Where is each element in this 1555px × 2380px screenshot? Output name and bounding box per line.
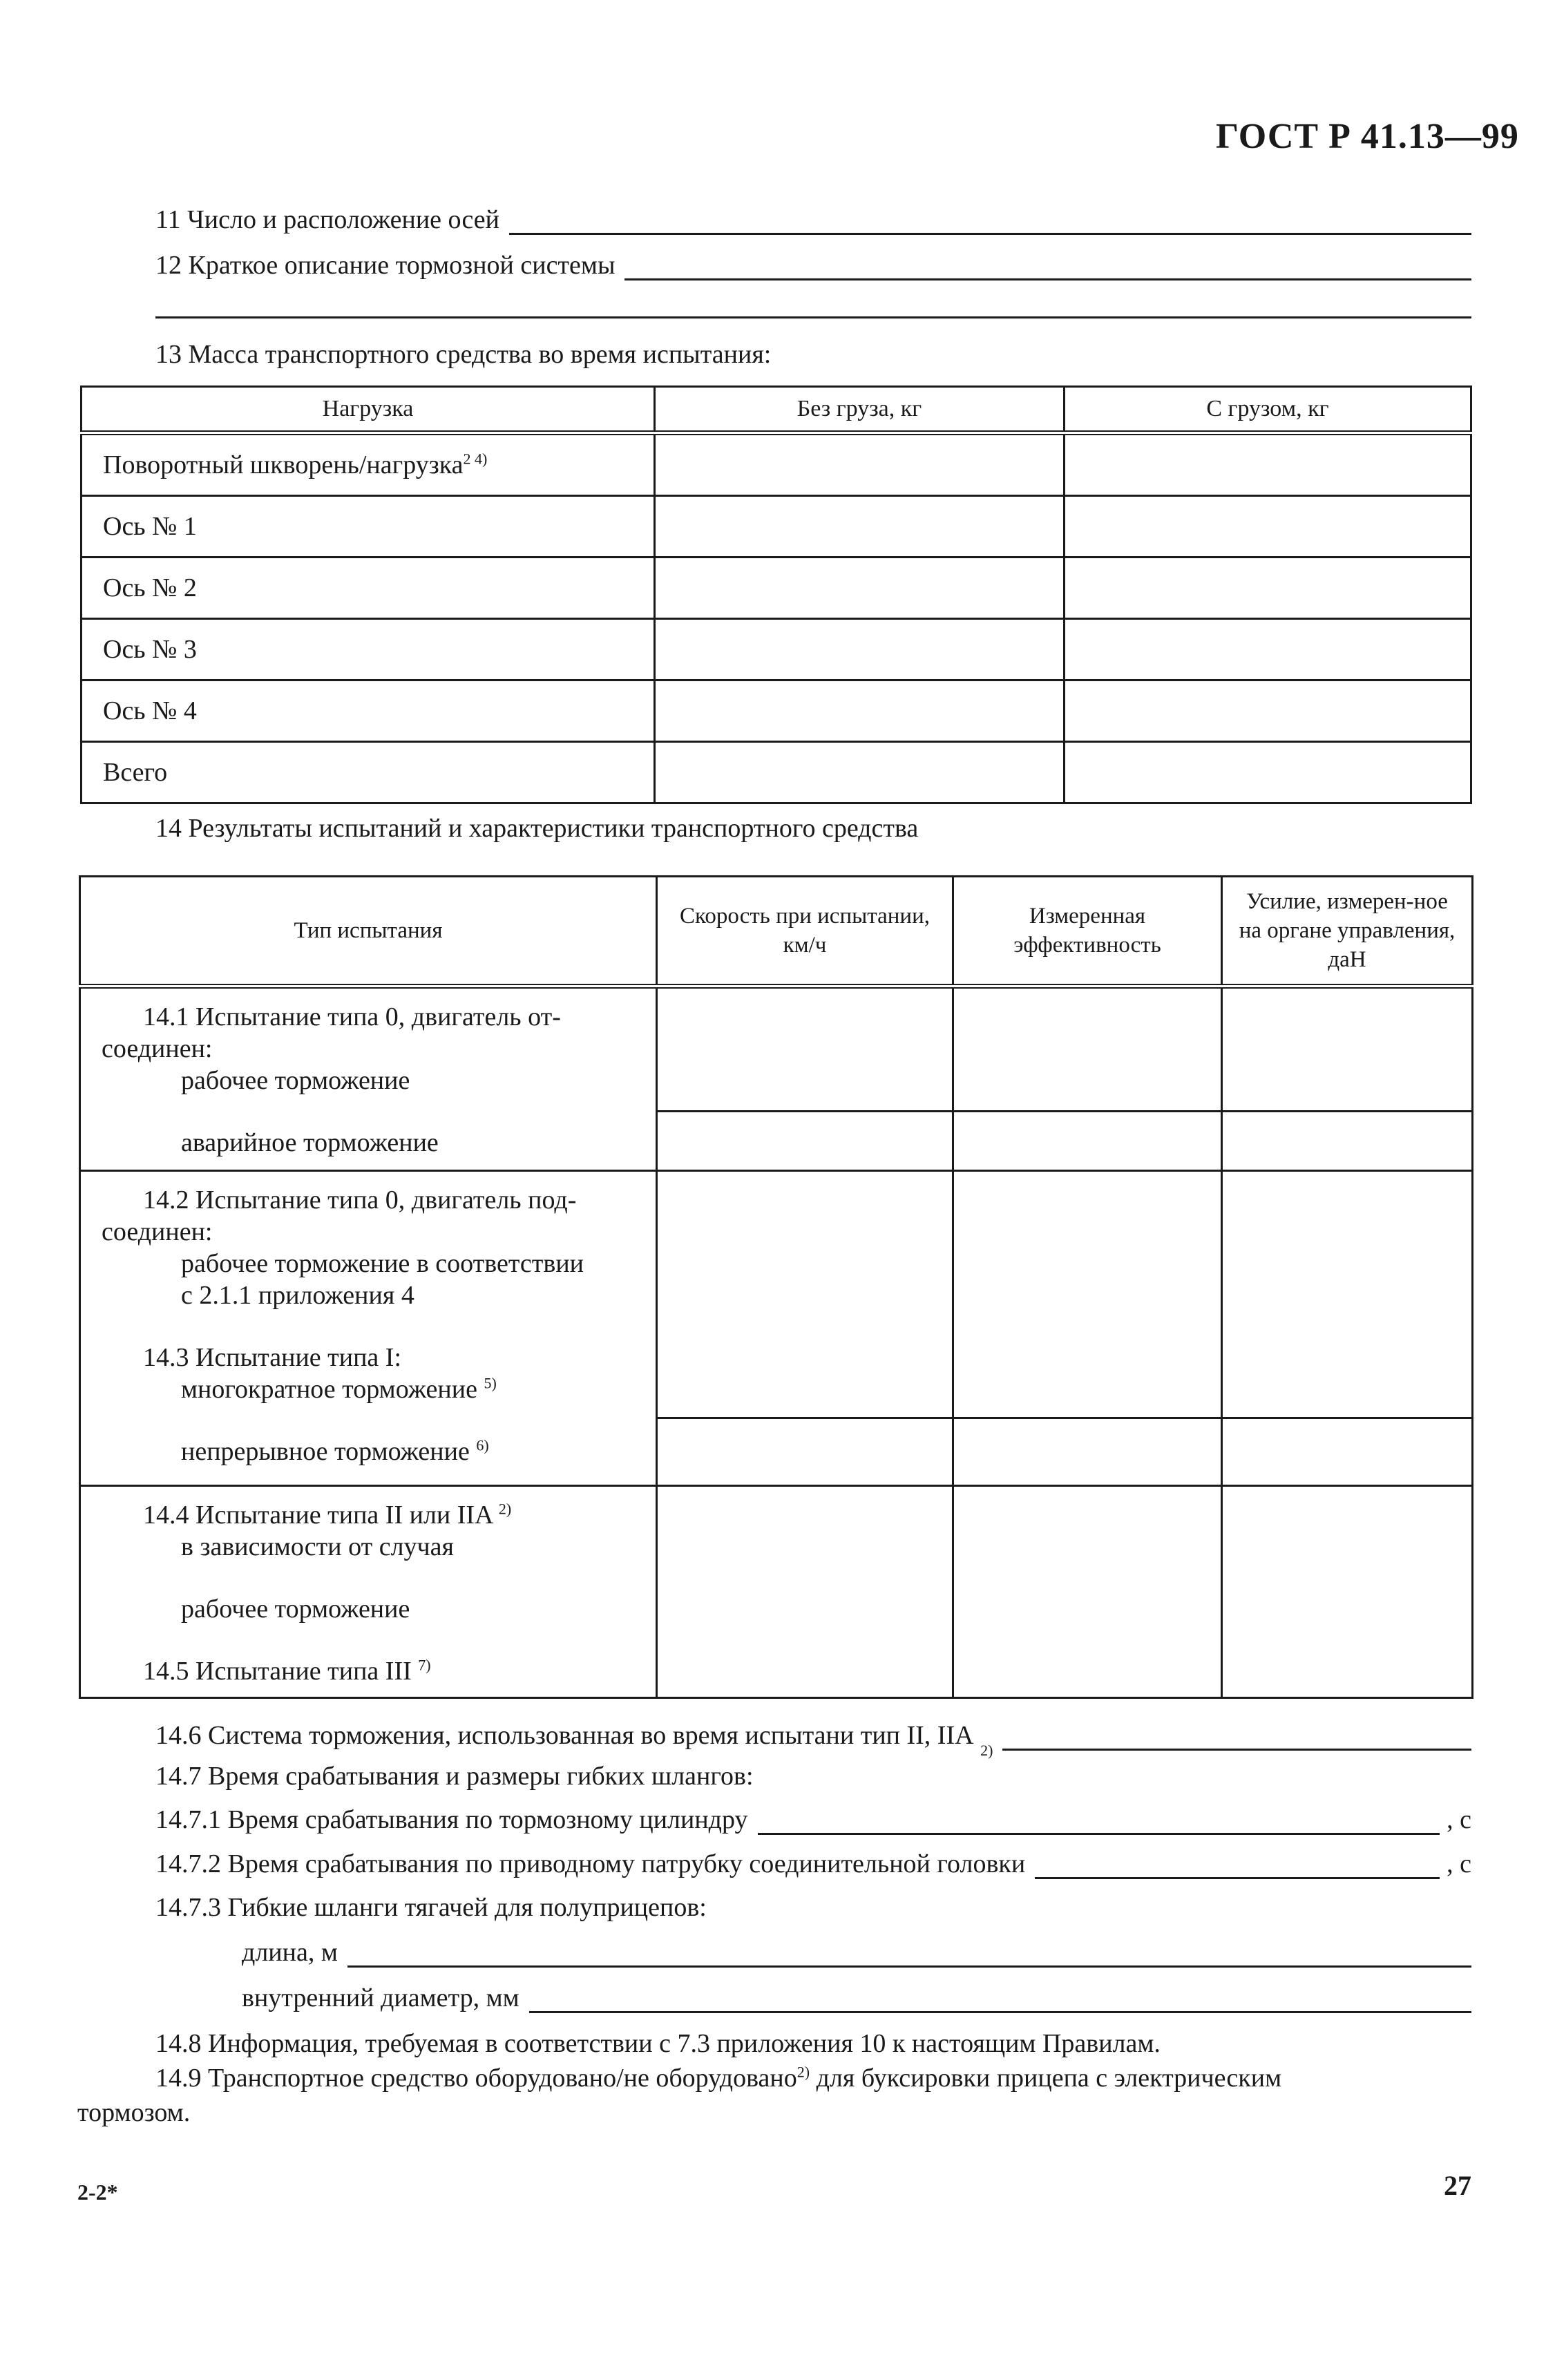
test-header-efficiency: Измеренная эффективность	[953, 877, 1222, 987]
speed-cell[interactable]	[657, 1418, 953, 1486]
footnote-ref: 2)	[498, 1500, 512, 1518]
sheet-signature: 2-2*	[77, 2180, 118, 2205]
test-group-14-1	[80, 987, 657, 1171]
table-row	[82, 619, 1471, 680]
item-14-7-2-label: 14.7.2 Время срабатывания по приводному патрубку соединительной головки	[155, 1849, 1026, 1878]
test-group-14-4-14-5	[80, 1486, 657, 1698]
test-14-1-title-cont: соединен:	[102, 1034, 213, 1063]
footnote-ref: 6)	[476, 1436, 489, 1454]
table-row	[82, 496, 1471, 558]
mass-cell-unladen[interactable]	[655, 742, 1065, 803]
table-row	[82, 433, 1471, 496]
test-14-4-title	[102, 1499, 642, 1531]
test-14-2-title-cont: соединен:	[102, 1217, 213, 1246]
page-number: 27	[1444, 2170, 1471, 2201]
mass-cell-laden[interactable]	[1065, 496, 1471, 558]
mass-cell-unladen[interactable]	[655, 558, 1065, 619]
mass-row-label: Ось № 1	[82, 496, 655, 558]
efficiency-cell[interactable]	[953, 1486, 1222, 1698]
test-14-1-emergency: аварийное торможение	[181, 1128, 439, 1157]
item-14-6-blank[interactable]	[1002, 1724, 1471, 1751]
test-14-1-service: рабочее торможение	[181, 1066, 410, 1095]
item-14-7-3-label: 14.7.3 Гибкие шланги тягачей для полуприцепов:	[155, 1893, 707, 1922]
table-row	[80, 1171, 1473, 1418]
test-14-3-continuous-text: непрерывное торможение	[181, 1437, 470, 1466]
item-14-9-text-a: 14.9 Транспортное средство оборудовано/не оборудовано	[155, 2064, 797, 2093]
mass-cell-unladen[interactable]	[655, 680, 1065, 742]
item-13-label: 13 Масса транспортного средства во время испытания:	[155, 340, 772, 369]
test-14-3-repeated	[102, 1373, 642, 1405]
mass-header-unladen: Без груза, кг	[655, 387, 1065, 433]
mass-cell-unladen[interactable]	[655, 433, 1065, 496]
test-results-table	[79, 875, 1473, 1699]
test-14-3-title: 14.3 Испытание типа I:	[143, 1343, 402, 1372]
efficiency-cell[interactable]	[953, 987, 1222, 1112]
item-14-6: 14.6 Система торможения, использованная во время испытани тип II, IIA 2)	[155, 1720, 1471, 1751]
speed-cell[interactable]	[657, 987, 953, 1112]
force-cell[interactable]	[1222, 1418, 1473, 1486]
item-14-7-1-label: 14.7.1 Время срабатывания по тормозному цилиндру	[155, 1805, 748, 1834]
item-14-9	[155, 2062, 1471, 2094]
item-14-7-2-blank[interactable]	[1035, 1852, 1440, 1879]
item-12-continuation-line[interactable]	[155, 316, 1471, 318]
mass-header-laden: С грузом, кг	[1065, 387, 1471, 433]
test-table-header	[80, 877, 1473, 987]
mass-row-label: Ось № 2	[82, 558, 655, 619]
mass-cell-laden[interactable]	[1065, 619, 1471, 680]
test-14-2-service: рабочее торможение в соответствии	[181, 1249, 584, 1278]
item-11-label: 11 Число и расположение осей	[155, 205, 500, 234]
force-cell[interactable]	[1222, 987, 1473, 1112]
table-row	[82, 742, 1471, 803]
item-12-brake-description	[155, 250, 1471, 280]
mass-header-load: Нагрузка	[82, 387, 655, 433]
efficiency-cell[interactable]	[953, 1112, 1222, 1171]
speed-cell[interactable]	[657, 1171, 953, 1418]
test-14-3-continuous	[102, 1436, 642, 1467]
test-group-14-2-14-3	[80, 1171, 657, 1486]
item-11-axles	[155, 204, 1471, 235]
footnote-ref: 7)	[418, 1656, 431, 1674]
item-12-label: 12 Краткое описание тормозной системы	[155, 251, 616, 280]
hose-length-blank[interactable]	[347, 1941, 1471, 1968]
item-14-8: 14.8 Информация, требуемая в соответствии с 7.3 приложения 10 к настоящим Правилам.	[155, 2029, 1161, 2058]
unit-seconds: , с	[1447, 1849, 1471, 1878]
test-14-5-title-text: 14.5 Испытание типа III	[143, 1657, 412, 1686]
item-14-label: 14 Результаты испытаний и характеристики транспортного средства	[155, 814, 919, 843]
unit-seconds: , с	[1447, 1805, 1471, 1834]
mass-cell-laden[interactable]	[1065, 680, 1471, 742]
mass-cell-laden[interactable]	[1065, 742, 1471, 803]
test-14-4-title-text: 14.4 Испытание типа II или IIA	[143, 1501, 493, 1530]
force-cell[interactable]	[1222, 1112, 1473, 1171]
item-14-7-label: 14.7 Время срабатывания и размеры гибких шлангов:	[155, 1762, 754, 1791]
item-14-7-1-blank[interactable]	[758, 1808, 1440, 1835]
hose-diameter-label: внутренний диаметр, мм	[242, 1983, 519, 2012]
footnote-ref: 5)	[484, 1374, 497, 1392]
mass-cell-unladen[interactable]	[655, 619, 1065, 680]
test-14-5-title	[102, 1655, 642, 1687]
test-14-4-service: рабочее торможение	[181, 1594, 410, 1624]
item-14-7-2	[155, 1849, 1471, 1879]
force-cell[interactable]	[1222, 1171, 1473, 1418]
mass-table-header	[82, 387, 1471, 433]
mass-cell-unladen[interactable]	[655, 496, 1065, 558]
table-row	[80, 1486, 1473, 1698]
efficiency-cell[interactable]	[953, 1171, 1222, 1418]
force-cell[interactable]	[1222, 1486, 1473, 1698]
efficiency-cell[interactable]	[953, 1418, 1222, 1486]
hose-length	[242, 1937, 1471, 1968]
item-12-blank[interactable]	[624, 254, 1471, 280]
test-header-force: Усилие, измерен-ное на органе управления, даН	[1222, 877, 1473, 987]
test-header-type: Тип испытания	[80, 877, 657, 987]
mass-row-label	[82, 433, 655, 496]
test-header-speed: Скорость при испытании, км/ч	[657, 877, 953, 987]
speed-cell[interactable]	[657, 1486, 953, 1698]
mass-row-label: Ось № 3	[82, 619, 655, 680]
item-11-blank[interactable]	[509, 208, 1471, 235]
item-14-9-end: тормозом.	[77, 2098, 191, 2127]
item-14-9-text-b: для буксировки прицепа с электрическим	[810, 2064, 1282, 2093]
hose-diameter	[242, 1983, 1471, 2013]
test-14-4-condition: в зависимости от случая	[181, 1532, 454, 1561]
mass-cell-laden[interactable]	[1065, 433, 1471, 496]
footnote-ref: 2)	[796, 2063, 810, 2081]
item-14-7-1	[155, 1805, 1471, 1835]
hose-diameter-blank[interactable]	[529, 1986, 1471, 2013]
mass-row-label: Ось № 4	[82, 680, 655, 742]
item-14-6-label: 14.6 Система торможения, использованная во время испытани тип II, IIA	[155, 1721, 974, 1750]
mass-row-label: Всего	[82, 742, 655, 803]
document-code: ГОСТ Р 41.13—99	[1216, 117, 1519, 156]
test-14-2-reference: с 2.1.1 приложения 4	[181, 1281, 414, 1310]
table-row	[82, 558, 1471, 619]
test-14-1-title: 14.1 Испытание типа 0, двигатель от-	[143, 1002, 561, 1031]
speed-cell[interactable]	[657, 1112, 953, 1171]
test-14-3-repeated-text: многократное торможение	[181, 1375, 477, 1404]
mass-table	[80, 385, 1472, 804]
test-14-2-title: 14.2 Испытание типа 0, двигатель под-	[143, 1186, 577, 1215]
mass-row-label-text: Поворотный шкворень/нагрузка	[103, 450, 464, 479]
table-row	[80, 987, 1473, 1112]
table-row	[82, 680, 1471, 742]
mass-cell-laden[interactable]	[1065, 558, 1471, 619]
footnote-ref: 2 4)	[463, 450, 488, 468]
hose-length-label: длина, м	[242, 1938, 338, 1967]
